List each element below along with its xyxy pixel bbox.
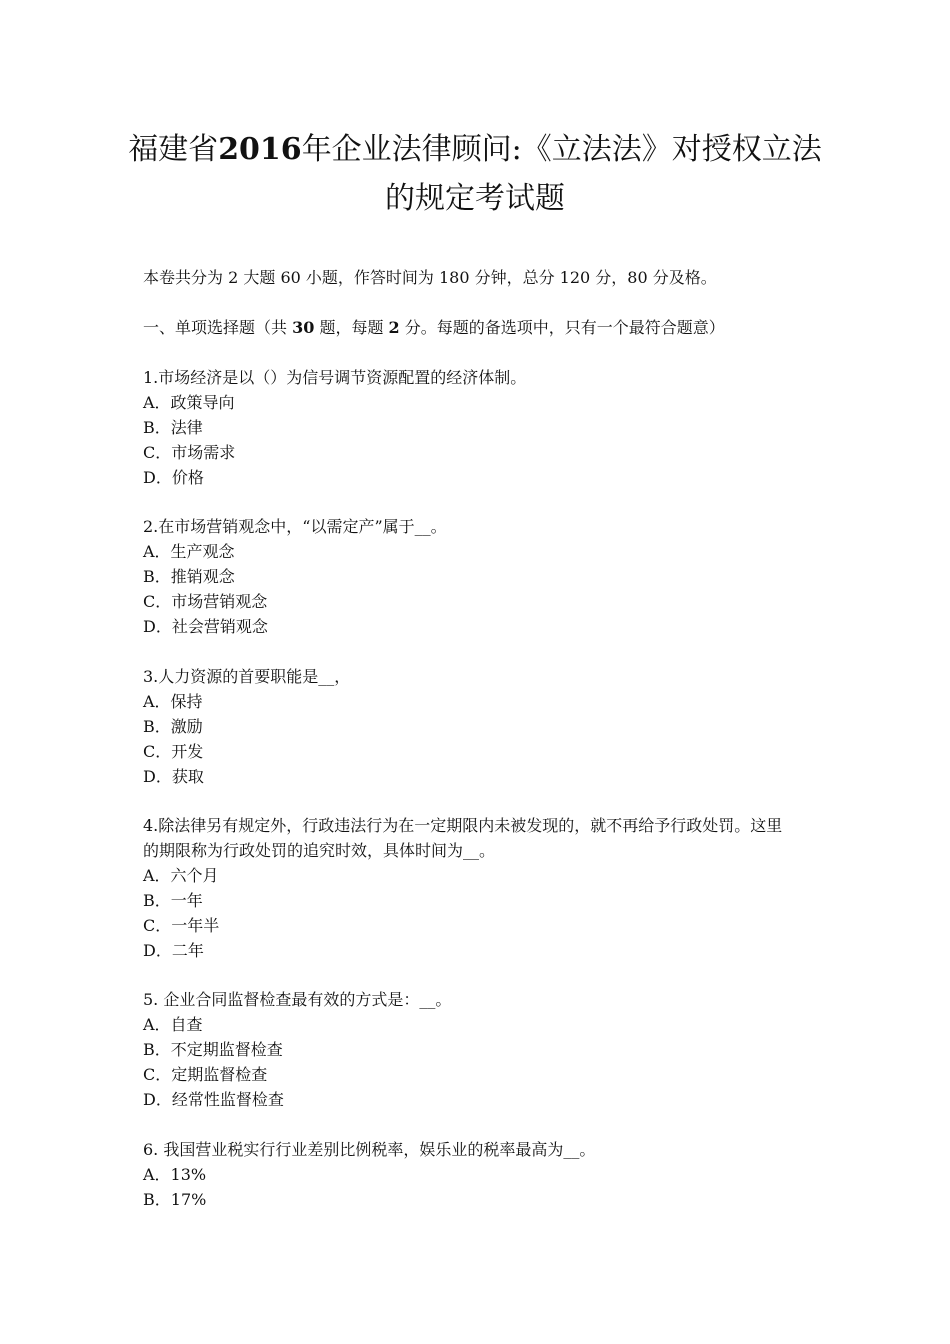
document-title-line-2: 的规定考试题 (385, 181, 565, 216)
question-4-stem-line-2: 的期限称为行政处罚的追究时效，具体时间为__。 (143, 841, 496, 860)
question-2-stem: 2.在市场营销观念中，“以需定产”属于__。 (143, 517, 447, 536)
question-6-stem: 6. 我国营业税实行行业差别比例税率，娱乐业的税率最高为__。 (143, 1140, 596, 1159)
question-2-option-a: A．生产观念 (143, 542, 235, 561)
question-1-option-d: D．价格 (143, 468, 204, 487)
section-heading-single-choice (143, 318, 813, 338)
question-1-stem: 1.市场经济是以（）为信号调节资源配置的经济体制。 (143, 368, 527, 387)
question-2-option-d: D．社会营销观念 (143, 617, 268, 636)
title-year: 2016 (218, 132, 302, 167)
question-6-option-a: A．13% (143, 1165, 207, 1184)
question-1-option-a: A．政策导向 (143, 393, 235, 412)
section-heading-text: 一、单项选择题（共 (143, 318, 293, 337)
exam-intro: 本卷共分为 2 大题 60 小题，作答时间为 180 分钟，总分 120 分，80 分及格。 (143, 268, 717, 287)
document-title-line-1 (0, 132, 950, 168)
question-1-option-c: C．市场需求 (143, 443, 236, 462)
question-3-stem: 3.人力资源的首要职能是__， (143, 667, 351, 686)
section-question-count: 30 (292, 318, 315, 337)
question-5-option-c: C．定期监督检查 (143, 1065, 268, 1084)
question-3-option-c: C．开发 (143, 742, 204, 761)
section-heading-text: 题，每题 (314, 318, 389, 337)
question-2-option-c: C．市场营销观念 (143, 592, 268, 611)
section-heading-text: 分。每题的备选项中，只有一个最符合题意） (399, 318, 725, 337)
question-5-option-a: A．自查 (143, 1015, 203, 1034)
question-3-option-d: D．获取 (143, 767, 204, 786)
section-points: 2 (388, 318, 400, 337)
title-prefix: 福建省 (128, 132, 219, 167)
question-1-option-b: B．法律 (143, 418, 203, 437)
question-2-option-b: B．推销观念 (143, 567, 235, 586)
question-5-option-b: B．不定期监督检查 (143, 1040, 283, 1059)
question-3-option-b: B．激励 (143, 717, 203, 736)
question-6-option-b: B．17% (143, 1190, 207, 1209)
question-3-option-a: A．保持 (143, 692, 203, 711)
question-4-option-a: A．六个月 (143, 866, 219, 885)
question-4-option-c: C．一年半 (143, 916, 220, 935)
question-4-stem-line-1: 4.除法律另有规定外，行政违法行为在一定期限内未被发现的，就不再给予行政处罚。这里 (143, 816, 783, 835)
question-4-option-b: B．一年 (143, 891, 203, 910)
title-suffix: 年企业法律顾问:《立法法》对授权立法 (301, 132, 822, 167)
question-4-option-d: D．二年 (143, 941, 204, 960)
question-5-stem: 5. 企业合同监督检查最有效的方式是：__。 (143, 990, 452, 1009)
question-5-option-d: D．经常性监督检查 (143, 1090, 284, 1109)
